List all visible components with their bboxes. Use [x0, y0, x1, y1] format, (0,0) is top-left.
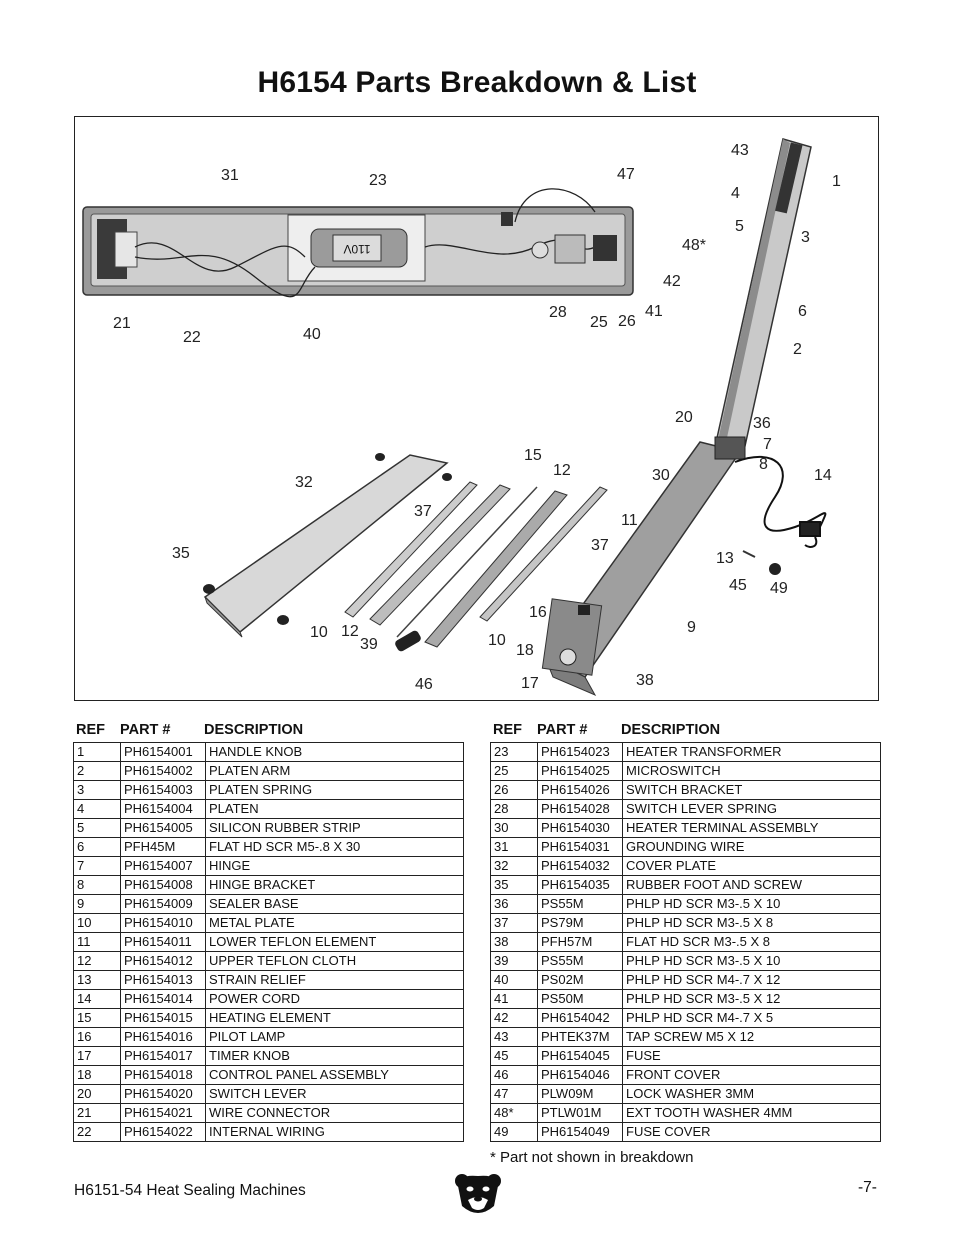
callout-18: 18: [516, 642, 534, 659]
ref-cell: 4: [74, 800, 121, 819]
table-row: [74, 819, 464, 838]
parts-table-left: [73, 720, 464, 1142]
ref-cell: 36: [491, 895, 538, 914]
table-row: [491, 819, 881, 838]
table-row: [491, 1066, 881, 1085]
table-header: [490, 720, 881, 742]
part-number-cell: PH6154007: [121, 857, 206, 876]
part-number-cell: PH6154022: [121, 1123, 206, 1142]
part-number-cell: PH6154001: [121, 743, 206, 762]
callout-26: 26: [618, 313, 636, 330]
header-ref: REF: [493, 722, 522, 738]
ref-cell: 31: [491, 838, 538, 857]
part-number-cell: PH6154018: [121, 1066, 206, 1085]
callout-41: 41: [645, 303, 663, 320]
callout-10b: 10: [488, 632, 506, 649]
description-cell: FLAT HD SCR M5-.8 X 30: [206, 838, 464, 857]
ref-cell: 32: [491, 857, 538, 876]
table-row: [74, 876, 464, 895]
callout-13: 13: [716, 550, 734, 567]
description-cell: SWITCH BRACKET: [623, 781, 881, 800]
header-description: DESCRIPTION: [204, 722, 304, 738]
footer-document-title: H6151-54 Heat Sealing Machines: [74, 1182, 306, 1199]
ref-cell: 20: [74, 1085, 121, 1104]
table-row: [491, 838, 881, 857]
ref-cell: 6: [74, 838, 121, 857]
table-row: [74, 914, 464, 933]
part-number-cell: PH6154002: [121, 762, 206, 781]
callout-1: 1: [832, 173, 841, 190]
part-number-cell: PH6154010: [121, 914, 206, 933]
page-number: -7-: [858, 1179, 877, 1196]
callout-40: 40: [303, 326, 321, 343]
header-part: PART #: [537, 722, 588, 738]
callout-2: 2: [793, 341, 802, 358]
callout-46: 46: [415, 676, 433, 693]
table-row: [491, 971, 881, 990]
page-title: H6154 Parts Breakdown & List: [257, 66, 697, 99]
ref-cell: 26: [491, 781, 538, 800]
part-number-cell: PHTEK37M: [538, 1028, 623, 1047]
table-row: [491, 1047, 881, 1066]
footnote: * Part not shown in breakdown: [490, 1149, 694, 1166]
table-row: [74, 743, 464, 762]
parts-breakdown-diagram: [74, 116, 879, 701]
description-cell: SWITCH LEVER: [206, 1085, 464, 1104]
table-row: [491, 1123, 881, 1142]
table-row: [74, 933, 464, 952]
part-number-cell: PH6154020: [121, 1085, 206, 1104]
part-number-cell: PH6154049: [538, 1123, 623, 1142]
ref-cell: 30: [491, 819, 538, 838]
table-row: [491, 876, 881, 895]
part-number-cell: PH6154035: [538, 876, 623, 895]
description-cell: RUBBER FOOT AND SCREW: [623, 876, 881, 895]
table-row: [491, 1085, 881, 1104]
bear-logo-icon: [454, 1172, 502, 1223]
ref-cell: 7: [74, 857, 121, 876]
table-row: [74, 952, 464, 971]
description-cell: PLATEN SPRING: [206, 781, 464, 800]
part-number-cell: PH6154005: [121, 819, 206, 838]
table-row: [74, 838, 464, 857]
part-number-cell: PS02M: [538, 971, 623, 990]
part-number-cell: PFH57M: [538, 933, 623, 952]
parts-illustration: [75, 117, 878, 700]
header-part: PART #: [120, 722, 171, 738]
callout-6: 6: [798, 303, 807, 320]
description-cell: TIMER KNOB: [206, 1047, 464, 1066]
ref-cell: 8: [74, 876, 121, 895]
description-cell: FLAT HD SCR M3-.5 X 8: [623, 933, 881, 952]
part-number-cell: PH6154028: [538, 800, 623, 819]
callout-17: 17: [521, 675, 539, 692]
callout-35: 35: [172, 545, 190, 562]
callout-37b: 37: [591, 537, 609, 554]
description-cell: METAL PLATE: [206, 914, 464, 933]
callout-16: 16: [529, 604, 547, 621]
part-number-cell: PTLW01M: [538, 1104, 623, 1123]
description-cell: HEATER TRANSFORMER: [623, 743, 881, 762]
callout-12: 12: [553, 462, 571, 479]
callout-23: 23: [369, 172, 387, 189]
table-row: [74, 1066, 464, 1085]
description-cell: PHLP HD SCR M4-.7 X 5: [623, 1009, 881, 1028]
ref-cell: 10: [74, 914, 121, 933]
part-number-cell: PH6154046: [538, 1066, 623, 1085]
callout-21: 21: [113, 315, 131, 332]
table-row: [74, 857, 464, 876]
callout-49: 49: [770, 580, 788, 597]
table-row: [491, 1104, 881, 1123]
ref-cell: 38: [491, 933, 538, 952]
description-cell: PHLP HD SCR M3-.5 X 8: [623, 914, 881, 933]
ref-cell: 42: [491, 1009, 538, 1028]
table-row: [74, 1009, 464, 1028]
description-cell: MICROSWITCH: [623, 762, 881, 781]
parts-list: [73, 742, 464, 1142]
part-number-cell: PH6154017: [121, 1047, 206, 1066]
ref-cell: 39: [491, 952, 538, 971]
table-header: [73, 720, 464, 742]
description-cell: PILOT LAMP: [206, 1028, 464, 1047]
description-cell: GROUNDING WIRE: [623, 838, 881, 857]
ref-cell: 3: [74, 781, 121, 800]
ref-cell: 48*: [491, 1104, 538, 1123]
description-cell: PHLP HD SCR M3-.5 X 10: [623, 895, 881, 914]
part-number-cell: PH6154031: [538, 838, 623, 857]
parts-list: [490, 742, 881, 1142]
part-number-cell: PH6154009: [121, 895, 206, 914]
callout-5: 5: [735, 218, 744, 235]
table-row: [491, 1009, 881, 1028]
callout-45: 45: [729, 577, 747, 594]
ref-cell: 37: [491, 914, 538, 933]
part-number-cell: PH6154014: [121, 990, 206, 1009]
sealer-base-closed: [542, 437, 745, 695]
table-row: [491, 762, 881, 781]
callout-12b: 12: [341, 623, 359, 640]
part-number-cell: PH6154032: [538, 857, 623, 876]
ref-cell: 25: [491, 762, 538, 781]
callout-7: 7: [763, 436, 772, 453]
ref-cell: 41: [491, 990, 538, 1009]
table-row: [491, 952, 881, 971]
description-cell: PLATEN ARM: [206, 762, 464, 781]
part-number-cell: PH6154004: [121, 800, 206, 819]
description-cell: TAP SCREW M5 X 12: [623, 1028, 881, 1047]
description-cell: LOCK WASHER 3MM: [623, 1085, 881, 1104]
description-cell: FRONT COVER: [623, 1066, 881, 1085]
header-description: DESCRIPTION: [621, 722, 721, 738]
table-row: [74, 1085, 464, 1104]
callout-9: 9: [687, 619, 696, 636]
ref-cell: 14: [74, 990, 121, 1009]
ref-cell: 45: [491, 1047, 538, 1066]
part-number-cell: PH6154015: [121, 1009, 206, 1028]
ref-cell: 13: [74, 971, 121, 990]
table-row: [74, 990, 464, 1009]
part-number-cell: PFH45M: [121, 838, 206, 857]
description-cell: HINGE BRACKET: [206, 876, 464, 895]
ref-cell: 2: [74, 762, 121, 781]
table-row: [74, 1104, 464, 1123]
callout-48: 48*: [682, 237, 707, 254]
part-number-cell: PH6154026: [538, 781, 623, 800]
callout-15: 15: [524, 447, 542, 464]
table-row: [491, 781, 881, 800]
table-row: [491, 895, 881, 914]
parts-table-right: [490, 720, 881, 1142]
part-number-cell: PH6154021: [121, 1104, 206, 1123]
description-cell: PLATEN: [206, 800, 464, 819]
callout-42: 42: [663, 273, 681, 290]
header-ref: REF: [76, 722, 105, 738]
part-number-cell: PS55M: [538, 952, 623, 971]
part-number-cell: PH6154030: [538, 819, 623, 838]
callout-4: 4: [731, 185, 740, 202]
part-number-cell: PH6154045: [538, 1047, 623, 1066]
table-row: [491, 933, 881, 952]
callout-36: 36: [753, 415, 771, 432]
ref-cell: 46: [491, 1066, 538, 1085]
part-number-cell: PH6154008: [121, 876, 206, 895]
description-cell: STRAIN RELIEF: [206, 971, 464, 990]
description-cell: WIRE CONNECTOR: [206, 1104, 464, 1123]
callout-38: 38: [636, 672, 654, 689]
callout-20: 20: [675, 409, 693, 426]
callout-47: 47: [617, 166, 635, 183]
ref-cell: 23: [491, 743, 538, 762]
ref-cell: 18: [74, 1066, 121, 1085]
table-row: [491, 914, 881, 933]
ref-cell: 12: [74, 952, 121, 971]
callout-25: 25: [590, 314, 608, 331]
description-cell: FUSE: [623, 1047, 881, 1066]
description-cell: COVER PLATE: [623, 857, 881, 876]
ref-cell: 43: [491, 1028, 538, 1047]
table-row: [491, 990, 881, 1009]
ref-cell: 17: [74, 1047, 121, 1066]
callout-39: 39: [360, 636, 378, 653]
small-parts: [743, 551, 781, 575]
part-number-cell: PH6154012: [121, 952, 206, 971]
table-row: [491, 1028, 881, 1047]
ref-cell: 21: [74, 1104, 121, 1123]
description-cell: PHLP HD SCR M4-.7 X 12: [623, 971, 881, 990]
table-row: [74, 895, 464, 914]
callout-31: 31: [221, 167, 239, 184]
table-row: [74, 781, 464, 800]
ref-cell: 49: [491, 1123, 538, 1142]
callout-30: 30: [652, 467, 670, 484]
table-row: [74, 971, 464, 990]
part-number-cell: PH6154042: [538, 1009, 623, 1028]
callout-28: 28: [549, 304, 567, 321]
callout-43: 43: [731, 142, 749, 159]
part-number-cell: PH6154025: [538, 762, 623, 781]
table-row: [74, 800, 464, 819]
ref-cell: 40: [491, 971, 538, 990]
callout-37: 37: [414, 503, 432, 520]
ref-cell: 22: [74, 1123, 121, 1142]
description-cell: PHLP HD SCR M3-.5 X 10: [623, 952, 881, 971]
part-number-cell: PH6154013: [121, 971, 206, 990]
description-cell: LOWER TEFLON ELEMENT: [206, 933, 464, 952]
description-cell: FUSE COVER: [623, 1123, 881, 1142]
description-cell: HEATER TERMINAL ASSEMBLY: [623, 819, 881, 838]
part-number-cell: PH6154023: [538, 743, 623, 762]
part-number-cell: PS79M: [538, 914, 623, 933]
transformer-label: 110V: [343, 242, 371, 256]
part-number-cell: PH6154016: [121, 1028, 206, 1047]
ref-cell: 35: [491, 876, 538, 895]
ref-cell: 16: [74, 1028, 121, 1047]
callout-14: 14: [814, 467, 832, 484]
ref-cell: 15: [74, 1009, 121, 1028]
callout-10: 10: [310, 624, 328, 641]
description-cell: SEALER BASE: [206, 895, 464, 914]
callout-3: 3: [801, 229, 810, 246]
description-cell: EXT TOOTH WASHER 4MM: [623, 1104, 881, 1123]
ref-cell: 1: [74, 743, 121, 762]
table-row: [74, 1047, 464, 1066]
ref-cell: 5: [74, 819, 121, 838]
description-cell: HANDLE KNOB: [206, 743, 464, 762]
table-row: [491, 800, 881, 819]
ref-cell: 47: [491, 1085, 538, 1104]
table-row: [74, 1123, 464, 1142]
description-cell: HEATING ELEMENT: [206, 1009, 464, 1028]
description-cell: SILICON RUBBER STRIP: [206, 819, 464, 838]
callout-11: 11: [621, 512, 638, 529]
part-number-cell: PS50M: [538, 990, 623, 1009]
callout-32: 32: [295, 474, 313, 491]
description-cell: CONTROL PANEL ASSEMBLY: [206, 1066, 464, 1085]
description-cell: INTERNAL WIRING: [206, 1123, 464, 1142]
ref-cell: 28: [491, 800, 538, 819]
heater-transformer: [288, 215, 425, 281]
description-cell: PHLP HD SCR M3-.5 X 12: [623, 990, 881, 1009]
description-cell: SWITCH LEVER SPRING: [623, 800, 881, 819]
ref-cell: 11: [74, 933, 121, 952]
description-cell: UPPER TEFLON CLOTH: [206, 952, 464, 971]
part-number-cell: PS55M: [538, 895, 623, 914]
platen-arm: [715, 139, 811, 455]
description-cell: POWER CORD: [206, 990, 464, 1009]
table-row: [491, 857, 881, 876]
table-row: [491, 743, 881, 762]
table-row: [74, 762, 464, 781]
description-cell: HINGE: [206, 857, 464, 876]
part-number-cell: PLW09M: [538, 1085, 623, 1104]
part-number-cell: PH6154003: [121, 781, 206, 800]
part-number-cell: PH6154011: [121, 933, 206, 952]
table-row: [74, 1028, 464, 1047]
power-cord: [735, 457, 825, 547]
ref-cell: 9: [74, 895, 121, 914]
callout-22: 22: [183, 329, 201, 346]
callout-8: 8: [759, 456, 768, 473]
